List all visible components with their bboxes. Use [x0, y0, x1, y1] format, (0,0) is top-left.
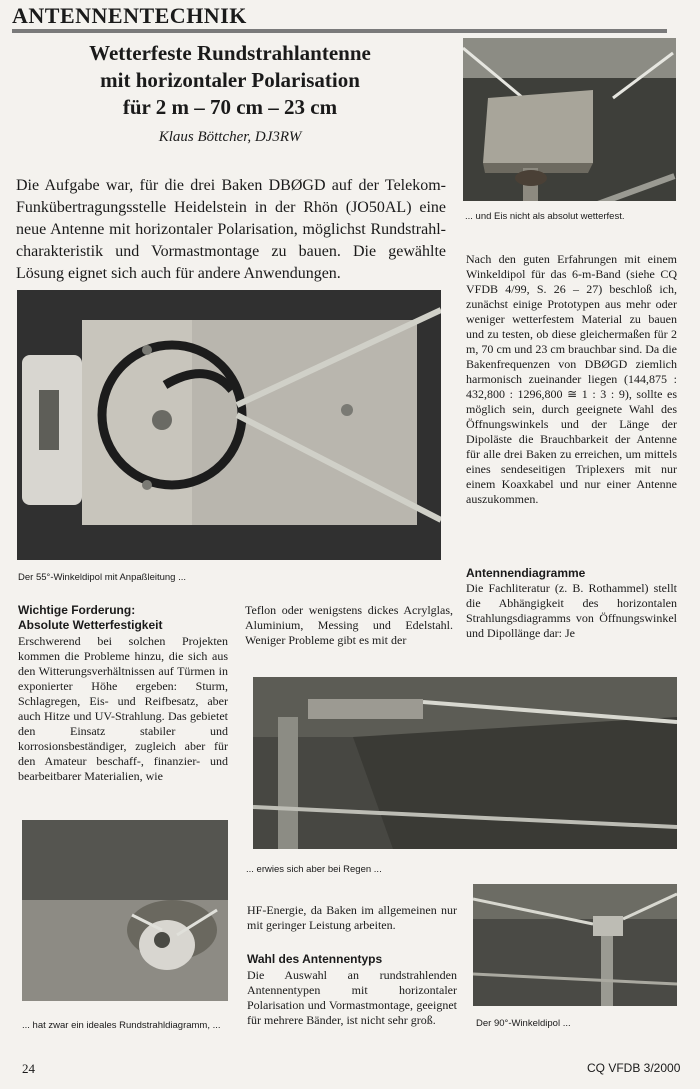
caption-main: Der 55°-Winkeldipol mit Anpaßleitung ... — [18, 572, 187, 583]
middle-column-text: Teflon oder wenigstens dickes Acrylglas, Aluminium, Messing und Edelstahl. Weniger Probleme gibt es mit der — [245, 603, 453, 647]
title-line-1: Wetterfeste Rundstrahlantenne — [89, 41, 371, 65]
title-line-2: mit horizontaler Polarisation — [100, 68, 360, 92]
heading-wetterfestigkeit: Absolute Wetterfestigkeit — [18, 618, 163, 632]
heading-antennendiagramme: Antennendiagramme — [466, 566, 586, 580]
article-title — [20, 40, 440, 121]
heading-antennentyp: Wahl des Antennentyps — [247, 952, 383, 966]
article-author: Klaus Böttcher, DJ3RW — [158, 129, 302, 145]
section-title: ANTENNENTECHNIK — [12, 3, 247, 28]
section-rule — [12, 29, 667, 33]
middle-column-text-2: HF-Energie, da Baken im allgemeinen nur mit geringer Leistung arbeiten. — [247, 903, 457, 932]
right-column-text: Nach den guten Erfahrungen mit einem Winkeldipol für das 6-m-Band (siehe CQ VFDB 4/99, S. 26 – 27) beschloß ich, zunächst einige Prototypen aus mehr oder weniger wetterfestem Material zu bauen und zu testen, ob diese gleichermaßen für 2 m, 70 cm und 23 cm brauchbar sind. Da die Bakenfrequenzen von DBØGD ziemlich harmonisch zueinander liegen (144,875 : 432,800 : 1296,800 ≅ 1 : 3 : 9), sollte es möglich sein, durch geeignete Wahl des Öffnungswinkels und der Länge der Dipoläste die Brauchbarkeit der Antenne für alle drei Baken zu erreichen, um mittels eines sendeseitigen Triplexers mit nur einem Koaxkabel und nur einer Antenne auszukommen. — [466, 252, 677, 506]
caption-dipole90: Der 90°-Winkeldipol ... — [476, 1018, 571, 1029]
dipole90-photo — [473, 884, 677, 1006]
caption-ground: ... hat zwar ein ideales Rundstrahldiagramm, ... — [22, 1020, 221, 1031]
middle-column-text-3: Die Auswahl an rundstrahlenden Antennentypen mit horizontaler Polarisation und Vormastmontage, geeignet für mehrere Bänder, ist nicht sehr groß. — [247, 968, 457, 1027]
page-number: 24 — [22, 1061, 35, 1076]
left-column-text: Erschwerend bei solchen Projekten kommen die Probleme hinzu, die sich aus den Witterungsverhältnissen auf Türmen in exponierter Höhe ergeben: Sturm, Schlagregen, Eis- und Reifbesatz, aber auch Hitze und UV-Strahlung. Das gebietet den Einsatz stabiler und korrosionsbeständiger, zugleich aber für den Amateur beschaff-, finanzier- und bearbeitbarer Materialien, wie — [18, 634, 228, 783]
main-dipole-photo — [17, 290, 441, 560]
heading-forderung: Wichtige Forderung: — [18, 603, 136, 617]
ground-antenna-photo — [22, 820, 228, 1001]
caption-ice: ... und Eis nicht als absolut wetterfest. — [465, 211, 625, 222]
rain-antenna-photo — [253, 677, 677, 849]
ice-antenna-photo — [463, 38, 676, 201]
title-line-3: für 2 m – 70 cm – 23 cm — [122, 95, 338, 119]
right-column-text-2: Die Fachliteratur (z. B. Rothammel) stellt die Abhängigkeit des horizontalen Strahlungsdiagramms von Öffnungswinkel und Dipollänge dar: Je — [466, 581, 677, 640]
magazine-issue: CQ VFDB 3/2000 — [587, 1061, 681, 1075]
intro-paragraph: Die Aufgabe war, für die drei Baken DBØGD auf der Telekom-Funkübertragungsstelle Heidelstein in der Rhön (JO50AL) eine neue Antenne mit horizontaler Polarisation, möglichst Rundstrahl-charakteristik und Vormastmontage zu bauen. Die gewählte Lösung eignet sich auch für andere Anwendungen. — [16, 177, 446, 282]
caption-rain: ... erwies sich aber bei Regen ... — [246, 864, 382, 875]
